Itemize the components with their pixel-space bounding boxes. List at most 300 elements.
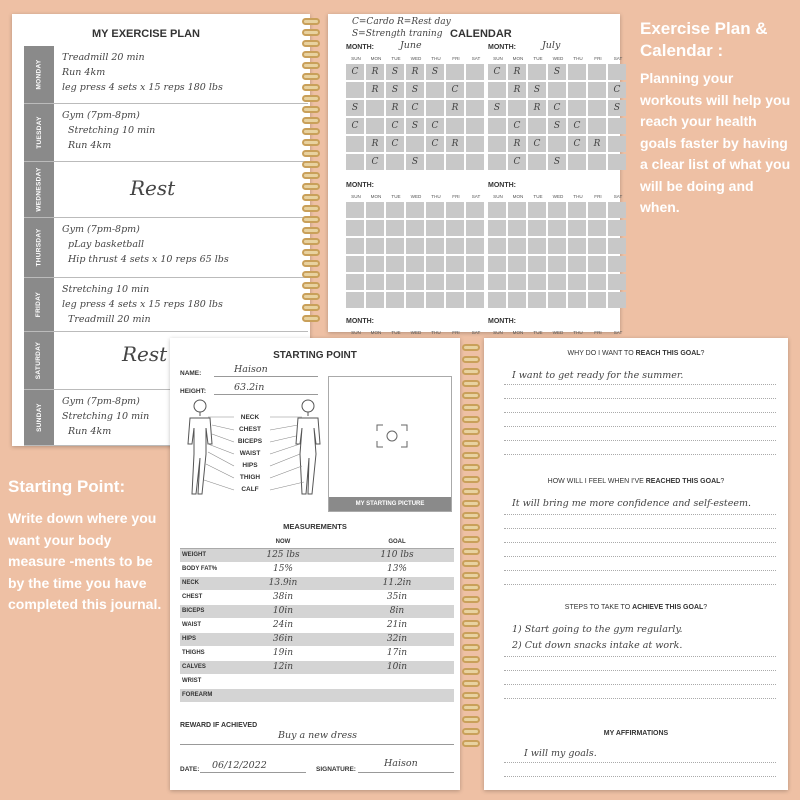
day-cell[interactable] [466, 274, 484, 290]
day-cell[interactable] [548, 136, 566, 152]
day-cell[interactable] [386, 154, 404, 170]
day-cell[interactable] [346, 136, 364, 152]
day-grid [488, 64, 626, 170]
day-cell[interactable] [528, 64, 546, 80]
measurement-now[interactable]: 38in [226, 590, 340, 604]
measurement-now[interactable]: 13.9in [226, 576, 340, 590]
day-cell[interactable] [406, 292, 424, 308]
day-cell[interactable] [386, 292, 404, 308]
day-cell[interactable] [466, 100, 484, 116]
day-cell[interactable] [386, 220, 404, 236]
day-label-text: WEDNESDAY [35, 167, 43, 212]
day-cell[interactable] [386, 202, 404, 218]
day-cell[interactable]: C [568, 118, 586, 134]
measurement-now[interactable]: 10in [226, 604, 340, 618]
month-label: MONTH: [488, 318, 516, 325]
day-cell[interactable]: S [426, 64, 444, 80]
weekday-label: TUE [391, 194, 401, 199]
day-cell[interactable]: R [386, 100, 404, 116]
day-cell[interactable] [466, 64, 484, 80]
day-cell[interactable]: C [508, 118, 526, 134]
measurement-goal[interactable]: 11.2in [340, 576, 454, 590]
day-cell[interactable] [446, 256, 464, 272]
day-cell[interactable] [426, 154, 444, 170]
day-cell[interactable] [548, 202, 566, 218]
spiral-ring [462, 608, 480, 615]
measurements-table [180, 536, 454, 703]
height-label: HEIGHT: [180, 388, 206, 395]
day-label-text: TUESDAY [35, 116, 43, 149]
weekday-label: WED [410, 194, 422, 199]
day-cell[interactable] [608, 220, 626, 236]
day-cell[interactable] [346, 292, 364, 308]
day-cell[interactable] [466, 238, 484, 254]
weekday-label: MON [370, 330, 382, 335]
weekday-label: FRI [452, 194, 460, 199]
day-cell[interactable] [466, 154, 484, 170]
day-cell[interactable] [346, 154, 364, 170]
day-cell[interactable] [406, 220, 424, 236]
day-cell[interactable] [508, 274, 526, 290]
weekday-label: TUE [533, 194, 543, 199]
measurement-now[interactable]: 125 lbs [226, 548, 340, 562]
day-cell[interactable] [426, 274, 444, 290]
day-cell[interactable] [568, 82, 586, 98]
date-value: 06/12/2022 [212, 760, 267, 771]
plan-line: leg press 4 sets x 15 reps 180 lbs [62, 299, 223, 310]
day-cell[interactable] [366, 202, 384, 218]
day-cell[interactable]: R [446, 100, 464, 116]
day-cell[interactable] [528, 256, 546, 272]
plan-row-wednesday [24, 162, 308, 218]
day-cell[interactable]: C [548, 100, 566, 116]
day-cell[interactable] [548, 238, 566, 254]
day-cell[interactable] [426, 82, 444, 98]
day-cell[interactable] [488, 136, 506, 152]
day-cell[interactable] [508, 202, 526, 218]
measurement-goal[interactable]: 10in [340, 660, 454, 674]
day-cell[interactable] [466, 220, 484, 236]
spiral-ring [302, 106, 320, 113]
goals-page [484, 338, 788, 790]
measurement-goal[interactable]: 8in [340, 604, 454, 618]
day-cell[interactable] [446, 220, 464, 236]
day-cell[interactable]: C [366, 154, 384, 170]
day-cell[interactable] [568, 64, 586, 80]
month-name: June [400, 40, 422, 51]
day-cell[interactable] [608, 256, 626, 272]
measurement-now[interactable]: 24in [226, 618, 340, 632]
writing-line [504, 384, 776, 385]
month-label: MONTH: [488, 182, 516, 189]
day-cell[interactable]: S [528, 82, 546, 98]
weekday-label: SUN [493, 194, 503, 199]
day-cell[interactable]: C [488, 64, 506, 80]
answer-reach-goal: I want to get ready for the summer. [512, 370, 684, 381]
day-cell[interactable] [508, 238, 526, 254]
day-cell[interactable] [528, 274, 546, 290]
weekday-label: MON [370, 56, 382, 61]
day-cell[interactable] [346, 256, 364, 272]
day-cell[interactable] [466, 256, 484, 272]
measurements-title: MEASUREMENTS [283, 522, 347, 531]
day-cell[interactable] [488, 82, 506, 98]
writing-line [504, 542, 776, 543]
spiral-ring [302, 293, 320, 300]
day-cell[interactable]: C [568, 136, 586, 152]
weekday-header [488, 56, 628, 61]
day-cell[interactable] [548, 274, 566, 290]
day-cell[interactable] [446, 118, 464, 134]
day-cell[interactable] [608, 292, 626, 308]
spiral-ring [302, 51, 320, 58]
day-cell[interactable] [488, 118, 506, 134]
reward-value: Buy a new dress [278, 730, 358, 741]
measurement-goal[interactable]: 21in [340, 618, 454, 632]
month-label: MONTH: [346, 44, 374, 51]
day-cell[interactable] [466, 136, 484, 152]
weekday-header [488, 330, 628, 335]
day-cell[interactable] [568, 100, 586, 116]
day-cell[interactable]: S [406, 118, 424, 134]
day-cell[interactable] [568, 274, 586, 290]
plan-row-monday [24, 46, 308, 104]
name-underline [214, 376, 318, 377]
measurement-name: THIGHS [180, 646, 226, 660]
day-cell[interactable]: R [508, 64, 526, 80]
spiral-ring [462, 440, 480, 447]
spiral-ring [302, 84, 320, 91]
body-part-label: WAIST [239, 450, 261, 457]
day-cell[interactable] [568, 220, 586, 236]
day-cell[interactable] [488, 238, 506, 254]
day-cell[interactable]: C [446, 82, 464, 98]
weekday-header [488, 194, 628, 199]
measurement-now[interactable]: 36in [226, 632, 340, 646]
spiral-ring [462, 548, 480, 555]
spiral-ring [462, 368, 480, 375]
day-cell[interactable] [588, 220, 606, 236]
day-cell[interactable] [346, 238, 364, 254]
day-cell[interactable]: S [346, 100, 364, 116]
day-cell[interactable]: S [608, 100, 626, 116]
signature-underline [358, 772, 454, 773]
side-note-start-body: Write down where you want your body measure -ments to be by the time you have completed this journal. [8, 510, 162, 612]
weekday-label: FRI [452, 56, 460, 61]
plan-line: Rest [130, 176, 176, 200]
spiral-ring [462, 416, 480, 423]
day-cell[interactable]: S [548, 154, 566, 170]
spiral-ring [302, 194, 320, 201]
weekday-label: THU [573, 56, 583, 61]
day-cell[interactable] [528, 238, 546, 254]
day-cell[interactable]: C [528, 136, 546, 152]
side-note-plan-title: Exercise Plan & Calendar : [640, 19, 768, 60]
measurement-goal[interactable] [340, 688, 454, 702]
day-cell[interactable] [548, 82, 566, 98]
day-cell[interactable] [366, 274, 384, 290]
day-cell[interactable] [406, 202, 424, 218]
measurement-row [180, 576, 454, 590]
plan-line: Stretching 10 min [62, 411, 150, 422]
starting-point-title: STARTING POINT [273, 350, 357, 361]
day-cell[interactable] [508, 292, 526, 308]
legend-line-1: C=Cardo R=Rest day [352, 17, 451, 27]
plan-row-thursday [24, 218, 308, 278]
day-cell[interactable] [568, 238, 586, 254]
day-cell[interactable] [528, 220, 546, 236]
day-cell[interactable] [406, 256, 424, 272]
day-cell[interactable] [568, 154, 586, 170]
day-cell[interactable]: C [426, 136, 444, 152]
day-cell[interactable] [548, 256, 566, 272]
day-cell[interactable]: R [366, 82, 384, 98]
day-cell[interactable]: C [386, 118, 404, 134]
measurement-goal[interactable]: 35in [340, 590, 454, 604]
writing-line [504, 454, 776, 455]
day-cell[interactable]: S [386, 64, 404, 80]
day-cell[interactable] [588, 238, 606, 254]
day-cell[interactable] [386, 256, 404, 272]
day-cell[interactable] [426, 100, 444, 116]
measurement-row [180, 590, 454, 604]
measurement-now[interactable]: 12in [226, 660, 340, 674]
day-cell[interactable] [366, 292, 384, 308]
measurement-goal[interactable]: 17in [340, 646, 454, 660]
body-part-label: THIGH [239, 474, 261, 481]
weekday-label: FRI [452, 330, 460, 335]
weekday-label: MON [370, 194, 382, 199]
day-cell[interactable] [346, 274, 364, 290]
measurement-row [180, 688, 454, 702]
plan-line: Run 4km [68, 426, 112, 437]
day-cell[interactable] [488, 220, 506, 236]
day-cell[interactable] [366, 220, 384, 236]
measurement-now[interactable] [226, 674, 340, 688]
day-cell[interactable] [528, 154, 546, 170]
starting-picture-frame[interactable] [328, 376, 452, 512]
day-cell[interactable] [426, 220, 444, 236]
day-label-text: THURSDAY [35, 228, 43, 267]
day-cell[interactable] [488, 202, 506, 218]
day-cell[interactable] [488, 256, 506, 272]
day-cell[interactable]: C [346, 64, 364, 80]
measurement-name: NECK [180, 576, 226, 590]
day-cell[interactable] [588, 100, 606, 116]
day-cell[interactable] [588, 64, 606, 80]
day-cell[interactable] [346, 220, 364, 236]
day-cell[interactable] [608, 274, 626, 290]
day-cell[interactable] [426, 256, 444, 272]
day-cell[interactable] [426, 202, 444, 218]
spiral-ring [462, 560, 480, 567]
day-cell[interactable]: R [406, 64, 424, 80]
weekday-label: SUN [493, 330, 503, 335]
day-label [24, 332, 54, 389]
month-name: July [542, 40, 561, 51]
measurement-goal[interactable]: 32in [340, 632, 454, 646]
day-cell[interactable] [406, 274, 424, 290]
day-cell[interactable] [588, 154, 606, 170]
body-part-label: BICEPS [237, 438, 263, 445]
day-cell[interactable] [588, 82, 606, 98]
plan-title: MY EXERCISE PLAN [92, 28, 200, 40]
day-cell[interactable]: R [366, 136, 384, 152]
spiral-ring [302, 271, 320, 278]
day-cell[interactable]: C [346, 118, 364, 134]
spiral-ring [462, 500, 480, 507]
measurement-goal[interactable] [340, 674, 454, 688]
day-cell[interactable] [568, 292, 586, 308]
day-cell[interactable] [446, 238, 464, 254]
day-cell[interactable] [568, 202, 586, 218]
spiral-ring [462, 704, 480, 711]
day-cell[interactable]: S [548, 118, 566, 134]
day-cell[interactable] [386, 274, 404, 290]
weekday-label: THU [431, 56, 441, 61]
day-cell[interactable] [528, 118, 546, 134]
weekday-label: WED [552, 194, 564, 199]
spiral-ring [462, 428, 480, 435]
spiral-ring [302, 18, 320, 25]
writing-line [504, 684, 776, 685]
weekday-label: TUE [391, 56, 401, 61]
plan-row-friday [24, 278, 308, 332]
measurement-name: CALVES [180, 660, 226, 674]
day-cell[interactable]: S [386, 82, 404, 98]
day-cell[interactable] [446, 154, 464, 170]
day-cell[interactable] [588, 118, 606, 134]
day-cell[interactable] [346, 82, 364, 98]
plan-line: Gym (7pm-8pm) [62, 224, 140, 235]
day-cell[interactable]: R [508, 136, 526, 152]
day-cell[interactable]: R [508, 82, 526, 98]
plan-line: Stretching 10 min [62, 284, 150, 295]
day-cell[interactable] [488, 274, 506, 290]
measurement-now[interactable] [226, 688, 340, 702]
day-cell[interactable] [366, 238, 384, 254]
day-cell[interactable] [608, 118, 626, 134]
spiral-ring [462, 644, 480, 651]
day-cell[interactable] [508, 220, 526, 236]
plan-line: Stretching 10 min [68, 125, 156, 136]
day-cell[interactable] [608, 154, 626, 170]
writing-line [504, 426, 776, 427]
month-label: MONTH: [488, 44, 516, 51]
weekday-label: FRI [594, 330, 602, 335]
measurement-name: WRIST [180, 674, 226, 688]
day-cell[interactable] [588, 256, 606, 272]
spiral-ring [462, 476, 480, 483]
day-cell[interactable] [346, 202, 364, 218]
day-cell[interactable] [508, 256, 526, 272]
body-part-label: CHEST [238, 426, 262, 433]
day-cell[interactable] [528, 202, 546, 218]
plan-line: Run 4km [62, 67, 106, 78]
day-cell[interactable]: R [528, 100, 546, 116]
day-cell[interactable] [386, 238, 404, 254]
day-cell[interactable] [588, 202, 606, 218]
weekday-label: THU [431, 330, 441, 335]
spiral-ring [302, 128, 320, 135]
day-cell[interactable] [608, 136, 626, 152]
side-note-plan-body: Planning your workouts will help you reach your health goals faster by having a clear list of what you will be doing and when. [640, 70, 791, 215]
spiral-ring [302, 29, 320, 36]
day-cell[interactable]: S [406, 154, 424, 170]
day-label-text: MONDAY [35, 59, 43, 90]
measurement-goal[interactable]: 13% [340, 562, 454, 576]
plan-line: Run 4km [68, 140, 112, 151]
day-cell[interactable]: R [366, 64, 384, 80]
day-cell[interactable]: C [406, 100, 424, 116]
day-cell[interactable]: S [406, 82, 424, 98]
spiral-ring [302, 282, 320, 289]
day-cell[interactable]: R [588, 136, 606, 152]
day-cell[interactable] [446, 274, 464, 290]
day-cell[interactable] [446, 64, 464, 80]
plan-line: Rest [122, 342, 168, 366]
day-cell[interactable] [426, 238, 444, 254]
day-cell[interactable] [588, 292, 606, 308]
writing-line [504, 514, 776, 515]
spiral-ring [462, 392, 480, 399]
day-cell[interactable]: C [426, 118, 444, 134]
spiral-ring [302, 150, 320, 157]
day-cell[interactable]: R [446, 136, 464, 152]
day-cell[interactable] [568, 256, 586, 272]
body-part-label: CALF [241, 486, 259, 493]
day-cell[interactable] [466, 292, 484, 308]
day-cell[interactable] [608, 64, 626, 80]
day-cell[interactable] [488, 292, 506, 308]
day-cell[interactable] [608, 202, 626, 218]
day-cell[interactable] [466, 118, 484, 134]
measurement-name: CHEST [180, 590, 226, 604]
day-cell[interactable]: S [548, 64, 566, 80]
answer-feel-goal: It will bring me more confidence and self-esteem. [512, 498, 751, 509]
day-cell[interactable]: C [508, 154, 526, 170]
day-cell[interactable] [366, 118, 384, 134]
spiral-ring [462, 620, 480, 627]
day-cell[interactable] [426, 292, 444, 308]
day-cell[interactable]: C [386, 136, 404, 152]
day-cell[interactable] [446, 202, 464, 218]
day-cell[interactable] [406, 136, 424, 152]
day-cell[interactable] [548, 220, 566, 236]
day-cell[interactable] [528, 292, 546, 308]
measurement-now[interactable]: 15% [226, 562, 340, 576]
day-cell[interactable]: C [608, 82, 626, 98]
day-grid [346, 202, 484, 308]
reward-label: REWARD IF ACHIEVED [180, 722, 258, 729]
day-cell[interactable] [366, 256, 384, 272]
day-cell[interactable]: S [488, 100, 506, 116]
day-cell[interactable] [488, 154, 506, 170]
day-cell[interactable] [588, 274, 606, 290]
weekday-header [346, 194, 486, 199]
measurement-goal[interactable]: 110 lbs [340, 548, 454, 562]
day-cell[interactable] [466, 202, 484, 218]
day-cell[interactable] [366, 100, 384, 116]
day-cell[interactable] [508, 100, 526, 116]
weekday-header [346, 56, 486, 61]
day-cell[interactable] [446, 292, 464, 308]
day-cell[interactable] [608, 238, 626, 254]
day-cell[interactable] [548, 292, 566, 308]
day-cell[interactable] [406, 238, 424, 254]
day-cell[interactable] [466, 82, 484, 98]
measurement-now[interactable]: 19in [226, 646, 340, 660]
